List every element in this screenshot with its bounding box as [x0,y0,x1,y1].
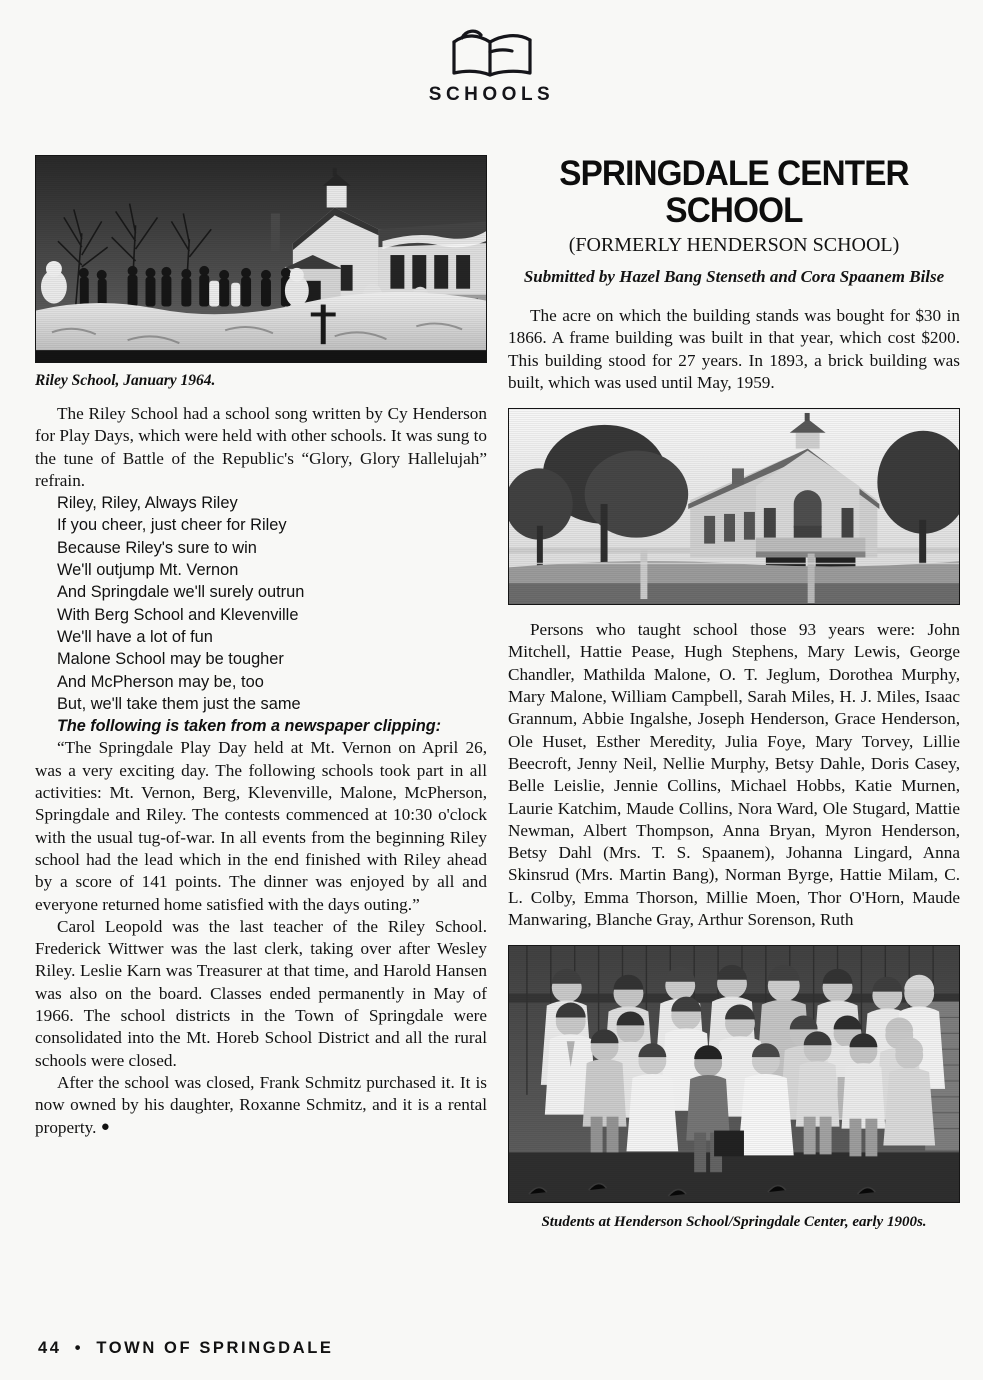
footer-separator: • [74,1339,84,1357]
page-footer [38,1339,334,1358]
article-subtitle: (FORMERLY HENDERSON SCHOOL) [568,234,900,256]
left-paragraph-4-text: After the school was closed, Frank Schmitz purchased it. It is now owned by his daughter, Roxanne Schmitz, and it is a rental property. [35,1072,487,1137]
song-line: And McPherson may be, too [57,672,264,691]
song-line: If you cheer, just cheer for Riley [57,516,287,535]
footer-page-number: 44 [38,1339,62,1357]
section-masthead [0,26,983,106]
left-paragraph-4 [35,1072,487,1139]
song-line: And Springdale we'll surely outrun [57,583,305,602]
section-label: SCHOOLS [428,84,555,105]
left-paragraph-3: Carol Leopold was the last teacher of the Riley School. Frederick Wittwer was the last clerk, taking over after Wesley Riley. Leslie Karn was Treasurer at that time, and Harold Hansen was also on the board. Classes ended permanently in May of 1966. The school districts in the Town of Springdale were consolidated into the Mt. Horeb School District and all the rural schools were closed. [35,916,487,1070]
henderson-school-students-photo [508,945,960,1203]
left-column [35,155,487,1139]
school-song-lyrics [35,492,487,715]
song-line: Riley, Riley, Always Riley [57,494,238,513]
song-line: Because Riley's sure to win [57,538,257,557]
right-paragraph-2: Persons who taught school those 93 years were: John Mitchell, Hattie Pease, Hugh Stephens, Mary Lewis, George Chandler, Mathilda Malone, O. T. Jeglum, Dorothea Murphy, Mary Malone, William Campbell, Sarah Miles, H. J. Miles, Isaac Grannum, Abbie Ingalshe, Joseph Henderson, Grace Henderson, Ole Huset, Esther Meredity, Julia Foye, Mary Torvey, Lillie Beecroft, Jenny Neil, Nellie Murphy, Betsy Dahle, Doris Casey, Belle Leislie, Jennie Collins, Michael Hobbs, Katie Murnen, Laurie Katchim, Maude Collins, Nora Ward, Ole Stugard, Mattie Newman, Albert Thompson, Anna Bryan, Myron Henderson, Betsy Dahl (Mrs. T. S. Spaanem), Johanna Lingard, Anna Skinsrud (Mrs. Martin Bang), Norman Byrge, Hattie Milam, C. L. Colby, Emma Thorson, Millie Moen, Thor O'Horn, Maude Manwaring, Blanche Gray, Arthur Sorenson, Ruth [508,620,960,930]
song-line: Malone School may be tougher [57,650,284,669]
article-title: SPRINGDALE CENTER SCHOOL [559,154,909,230]
article-byline: Submitted by Hazel Bang Stenseth and Cora Spaanem Bilse [523,267,945,286]
page-bleed-through-lower [60,1215,480,1295]
springdale-center-school-photo [508,408,960,605]
song-line: With Berg School and Klevenville [57,605,299,624]
end-of-article-mark: ● [100,1118,110,1135]
song-line: We'll outjump Mt. Vernon [57,561,239,580]
song-line: But, we'll take them just the same [57,694,301,713]
riley-school-caption: Riley School, January 1964. [35,372,216,389]
left-paragraph-2: “The Springdale Play Day held at Mt. Vernon on April 26, was a very exciting day. The following schools took part in all activities: Mt. Vernon, Berg, Klevenville, Malone, McPherson, Springdale and Riley. The contests commenced at 10:30 o'clock with the usual tug-of-war. In all events from the beginning Riley school had the lead which in the end finished with Riley ahead by a score of 141 points. The dinner was enjoyed by all and everyone returned home satisfied with the days outing.” [35,738,487,914]
riley-school-photo [35,155,487,363]
students-photo-caption: Students at Henderson School/Springdale Center, early 1900s. [541,1214,927,1231]
right-column [508,155,960,1232]
newspaper-clipping-lead: The following is taken from a newspaper clipping: [57,717,442,736]
footer-book-title: TOWN OF SPRINGDALE [96,1339,334,1357]
song-line: We'll have a lot of fun [57,627,213,646]
open-book-icon [446,26,538,78]
left-paragraph-1: The Riley School had a school song written by Cy Henderson for Play Days, which were held with other schools. It was sung to the tune of Battle of the Republic's “Glory, Glory Hallelujah” refrain. [35,404,487,490]
right-paragraph-1: The acre on which the building stands was bought for $30 in 1866. A frame building was built in that year, which cost $200. This building stood for 27 years. In 1893, a brick building was built, which was used until May, 1959. [508,306,960,392]
